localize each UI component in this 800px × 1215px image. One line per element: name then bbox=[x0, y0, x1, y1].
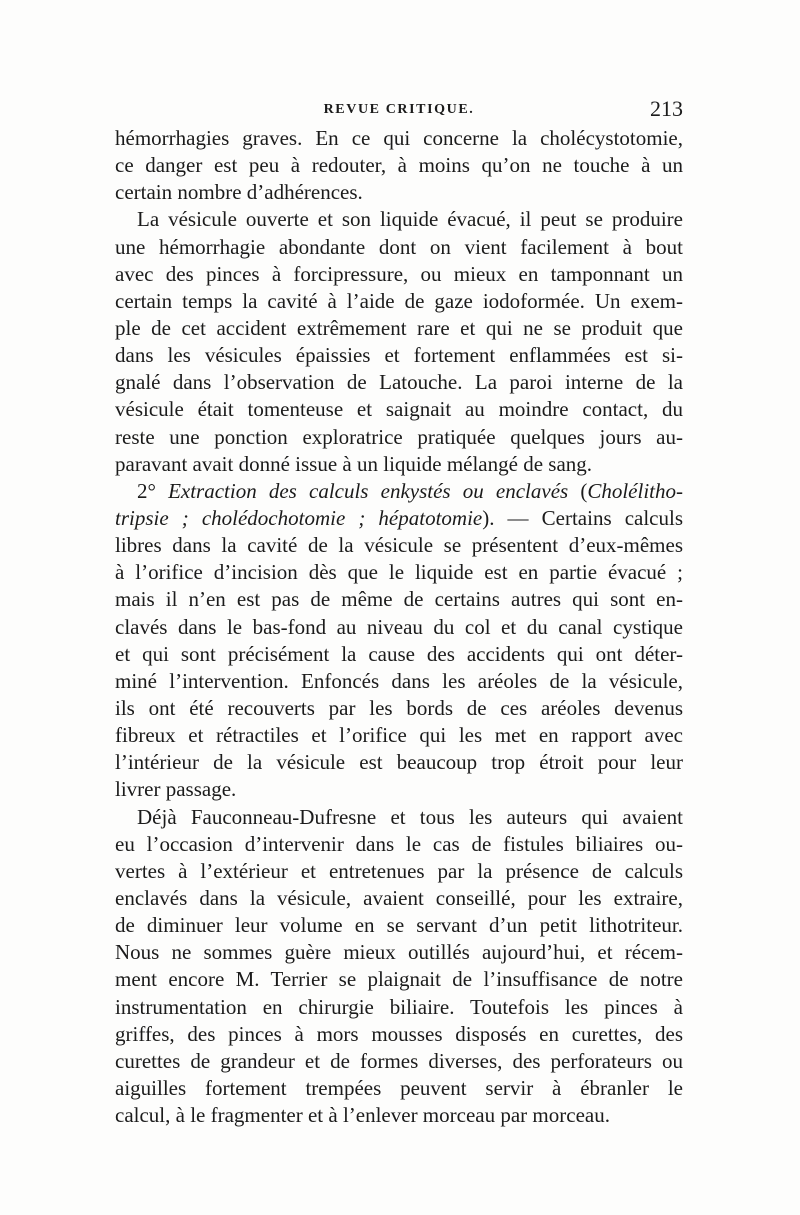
text-line: livrer passage. bbox=[115, 777, 237, 802]
text-line: une hémorrhagie abondante dont on vient facilement à bout bbox=[115, 234, 683, 259]
text-line: fibreux et rétractiles et l’orifice qui les met en rapport avec bbox=[115, 723, 683, 748]
open-parenthesis: ( bbox=[580, 478, 588, 503]
text-line: ment encore M. Terrier se plaignait de l’insuffisance de notre bbox=[115, 967, 683, 992]
text-line: dans les vésicules épaissies et fortement enflammées est si- bbox=[115, 343, 683, 368]
section-subtitle-italic: Cholélitho- bbox=[587, 478, 684, 503]
section-heading-rest: ). — Certains calculs bbox=[482, 505, 683, 530]
running-title: REVUE CRITIQUE. bbox=[323, 102, 475, 117]
section-heading-line bbox=[115, 505, 683, 532]
text-line: à l’orifice d’incision dès que le liquide est en partie évacué ; bbox=[115, 560, 683, 585]
text-line: l’intérieur de la vésicule est beaucoup trop étroit pour leur bbox=[115, 750, 683, 775]
text-line: aiguilles fortement trempées peuvent servir à ébranler le bbox=[115, 1075, 683, 1100]
text-line: Déjà Fauconneau-Dufresne et tous les auteurs qui avaient bbox=[137, 804, 683, 829]
text-line: certain nombre d’adhérences. bbox=[115, 180, 363, 205]
text-line: vertes à l’extérieur et entretenues par la présence de calculs bbox=[115, 858, 683, 883]
text-line: et qui sont précisément la cause des accidents qui ont déter- bbox=[115, 641, 683, 666]
text-line: Nous ne sommes guère mieux outillés aujourd’hui, et récem- bbox=[115, 940, 683, 965]
text-line: miné l’intervention. Enfoncés dans les aréoles de la vésicule, bbox=[115, 668, 683, 693]
text-line: reste une ponction exploratrice pratiquée quelques jours au- bbox=[115, 424, 683, 449]
section-subtitle-italic: tripsie ; cholédochotomie ; hépatotomie bbox=[115, 505, 483, 530]
text-line: gnalé dans l’observation de Latouche. La paroi interne de la bbox=[115, 370, 683, 395]
text-line: vésicule était tomenteuse et saignait au moindre contact, du bbox=[115, 397, 683, 422]
running-header bbox=[115, 96, 683, 126]
text-line: instrumentation en chirurgie biliaire. Toutefois les pinces à bbox=[115, 994, 683, 1019]
text-line: libres dans la cavité de la vésicule se présentent d’eux-mêmes bbox=[115, 533, 683, 558]
text-line: ils ont été recouverts par les bords de ces aréoles devenus bbox=[115, 695, 683, 720]
section-heading-line bbox=[115, 478, 683, 505]
text-line: griffes, des pinces à mors mousses disposés en curettes, des bbox=[115, 1021, 683, 1046]
text-line: hémorrhagies graves. En ce qui concerne la cholécystotomie, bbox=[115, 126, 683, 150]
text-line: calcul, à le fragmenter et à l’enlever morceau par morceau. bbox=[115, 1103, 610, 1128]
text-line: clavés dans le bas-fond au niveau du col et du canal cystique bbox=[115, 614, 683, 639]
text-line: ce danger est peu à redouter, à moins qu’on ne touche à un bbox=[115, 153, 683, 178]
text-line: avec des pinces à forcipressure, ou mieux en tamponnant un bbox=[115, 261, 683, 286]
text-line: certain temps la cavité à l’aide de gaze iodoformée. Un exem- bbox=[115, 288, 683, 313]
text-line: eu l’occasion d’intervenir dans le cas de fistules biliaires ou- bbox=[115, 831, 683, 856]
text-line: paravant avait donné issue à un liquide mélangé de sang. bbox=[115, 451, 593, 476]
text-line: mais il n’en est pas de même de certains autres qui sont en- bbox=[115, 587, 683, 612]
text-line: ple de cet accident extrêmement rare et qui ne se produit que bbox=[115, 315, 683, 340]
text-line: enclavés dans la vésicule, avaient conseillé, pour les extraire, bbox=[115, 885, 683, 910]
text-line: curettes de grandeur et de formes diverses, des perforateurs ou bbox=[115, 1048, 683, 1073]
text-line: de diminuer leur volume en se servant d’un petit lithotriteur. bbox=[115, 913, 683, 938]
page-number: 213 bbox=[650, 96, 683, 121]
section-title-italic: Extraction des calculs enkystés ou enclavés bbox=[168, 478, 569, 503]
section-number: 2° bbox=[137, 478, 156, 503]
text-line: La vésicule ouverte et son liquide évacué, il peut se produire bbox=[137, 207, 683, 232]
body-text bbox=[115, 125, 683, 1129]
